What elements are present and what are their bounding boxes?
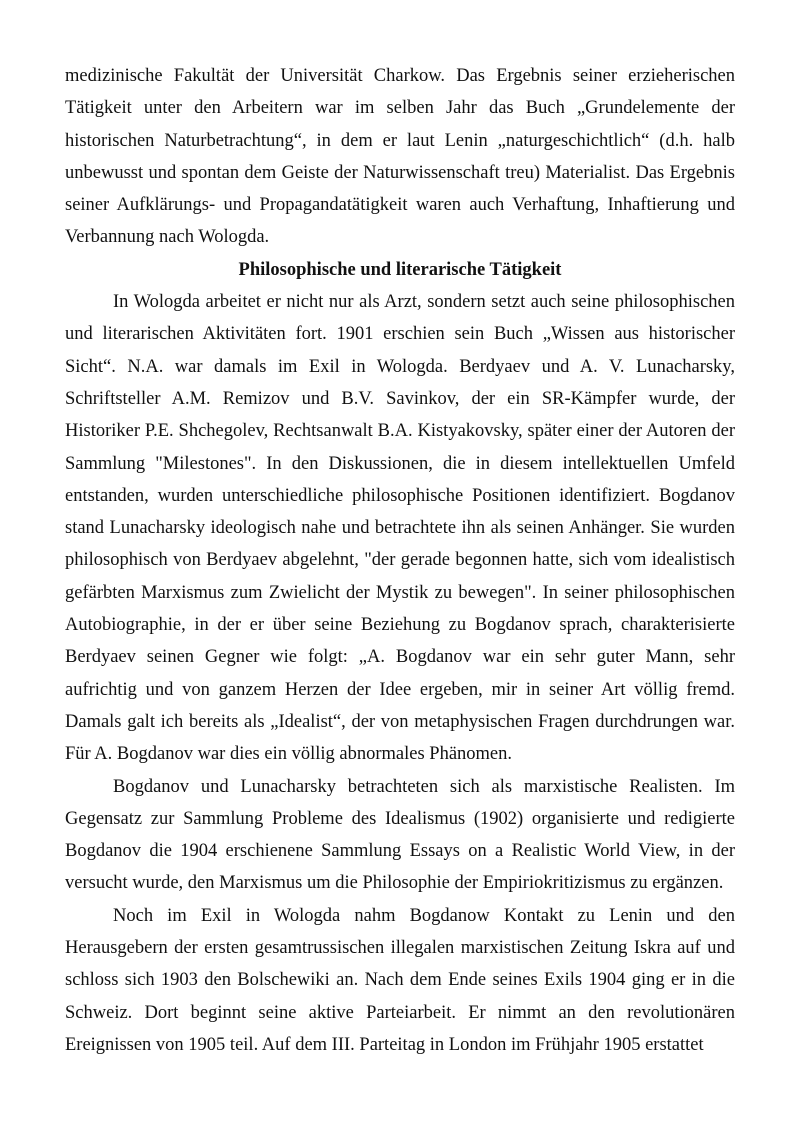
section-heading: Philosophische und literarische Tätigkeit [238,259,562,280]
paragraph-2: Bogdanov und Lunacharsky betrachteten sich als marxistische Realisten. Im Gegensatz zur Sammlung Probleme des Idealismus (1902) organisierte und redigierte Bogdanov die 1904 erschienene Sammlung Essays on a Realistic World View, in der versucht wurde, den Marxismus um die Philosophie der Empiriokritizismus zu ergänzen. [65,776,735,894]
paragraph-3: Noch im Exil in Wologda nahm Bogdanow Kontakt zu Lenin und den Herausgebern der ersten gesamtrussischen illegalen marxistischen Zeitung Iskra auf und schloss sich 1903 den Bolschewiki an. Nach dem Ende seines Exils 1904 ging er in die Schweiz. Dort beginnt seine aktive Parteiarbeit. Er nimmt an den revolutionären Ereignissen von 1905 teil. Auf dem III. Parteitag in London im Frühjahr 1905 erstattet [65,905,735,1055]
document-page [65,60,735,1061]
paragraph-intro: medizinische Fakultät der Universität Charkow. Das Ergebnis seiner erzieherischen Tätigkeit unter den Arbeitern war im selben Jahr das Buch „Grundelemente der historischen Naturbetrachtung“, in dem er laut Lenin „naturgeschichtlich“ (d.h. halb unbewusst und spontan dem Geiste der Naturwissenschaft treu) Materialist. Das Ergebnis seiner Aufklärungs- und Propagandatätigkeit waren auch Verhaftung, Inhaftierung und Verbannung nach Wologda. [65,66,735,248]
paragraph-1: In Wologda arbeitet er nicht nur als Arzt, sondern setzt auch seine philosophischen und literarischen Aktivitäten fort. 1901 erschien sein Buch „Wissen aus historischer Sicht“. N.A. war damals im Exil in Wologda. Berdyaev und A. V. Lunacharsky, Schriftsteller A.M. Remizov und B.V. Savinkov, der ein SR-Kämpfer wurde, der Historiker P.E. Shchegolev, Rechtsanwalt B.A. Kistyakovsky, später einer der Autoren der Sammlung "Milestones". In den Diskussionen, die in diesem intellektuellen Umfeld entstanden, wurden unterschiedliche philosophische Positionen identifiziert. Bogdanov stand Lunacharsky ideologisch nahe und betrachtete ihn als seinen Anhänger. Sie wurden philosophisch von Berdyaev abgelehnt, "der gerade begonnen hatte, sich vom idealistisch gefärbten Marxismus zum Zwielicht der Mystik zu bewegen". In seiner philosophischen Autobiographie, in der er über seine Beziehung zu Bogdanov sprach, charakterisierte Berdyaev seinen Gegner wie folgt: „A. Bogdanov war ein sehr guter Mann, sehr aufrichtig und von ganzem Herzen der Idee ergeben, mir in seiner Art völlig fremd. Damals galt ich bereits als „Idealist“, der von metaphysischen Fragen durchdrungen war. Für A. Bogdanov war dies ein völlig abnormales Phänomen. [65,292,735,765]
